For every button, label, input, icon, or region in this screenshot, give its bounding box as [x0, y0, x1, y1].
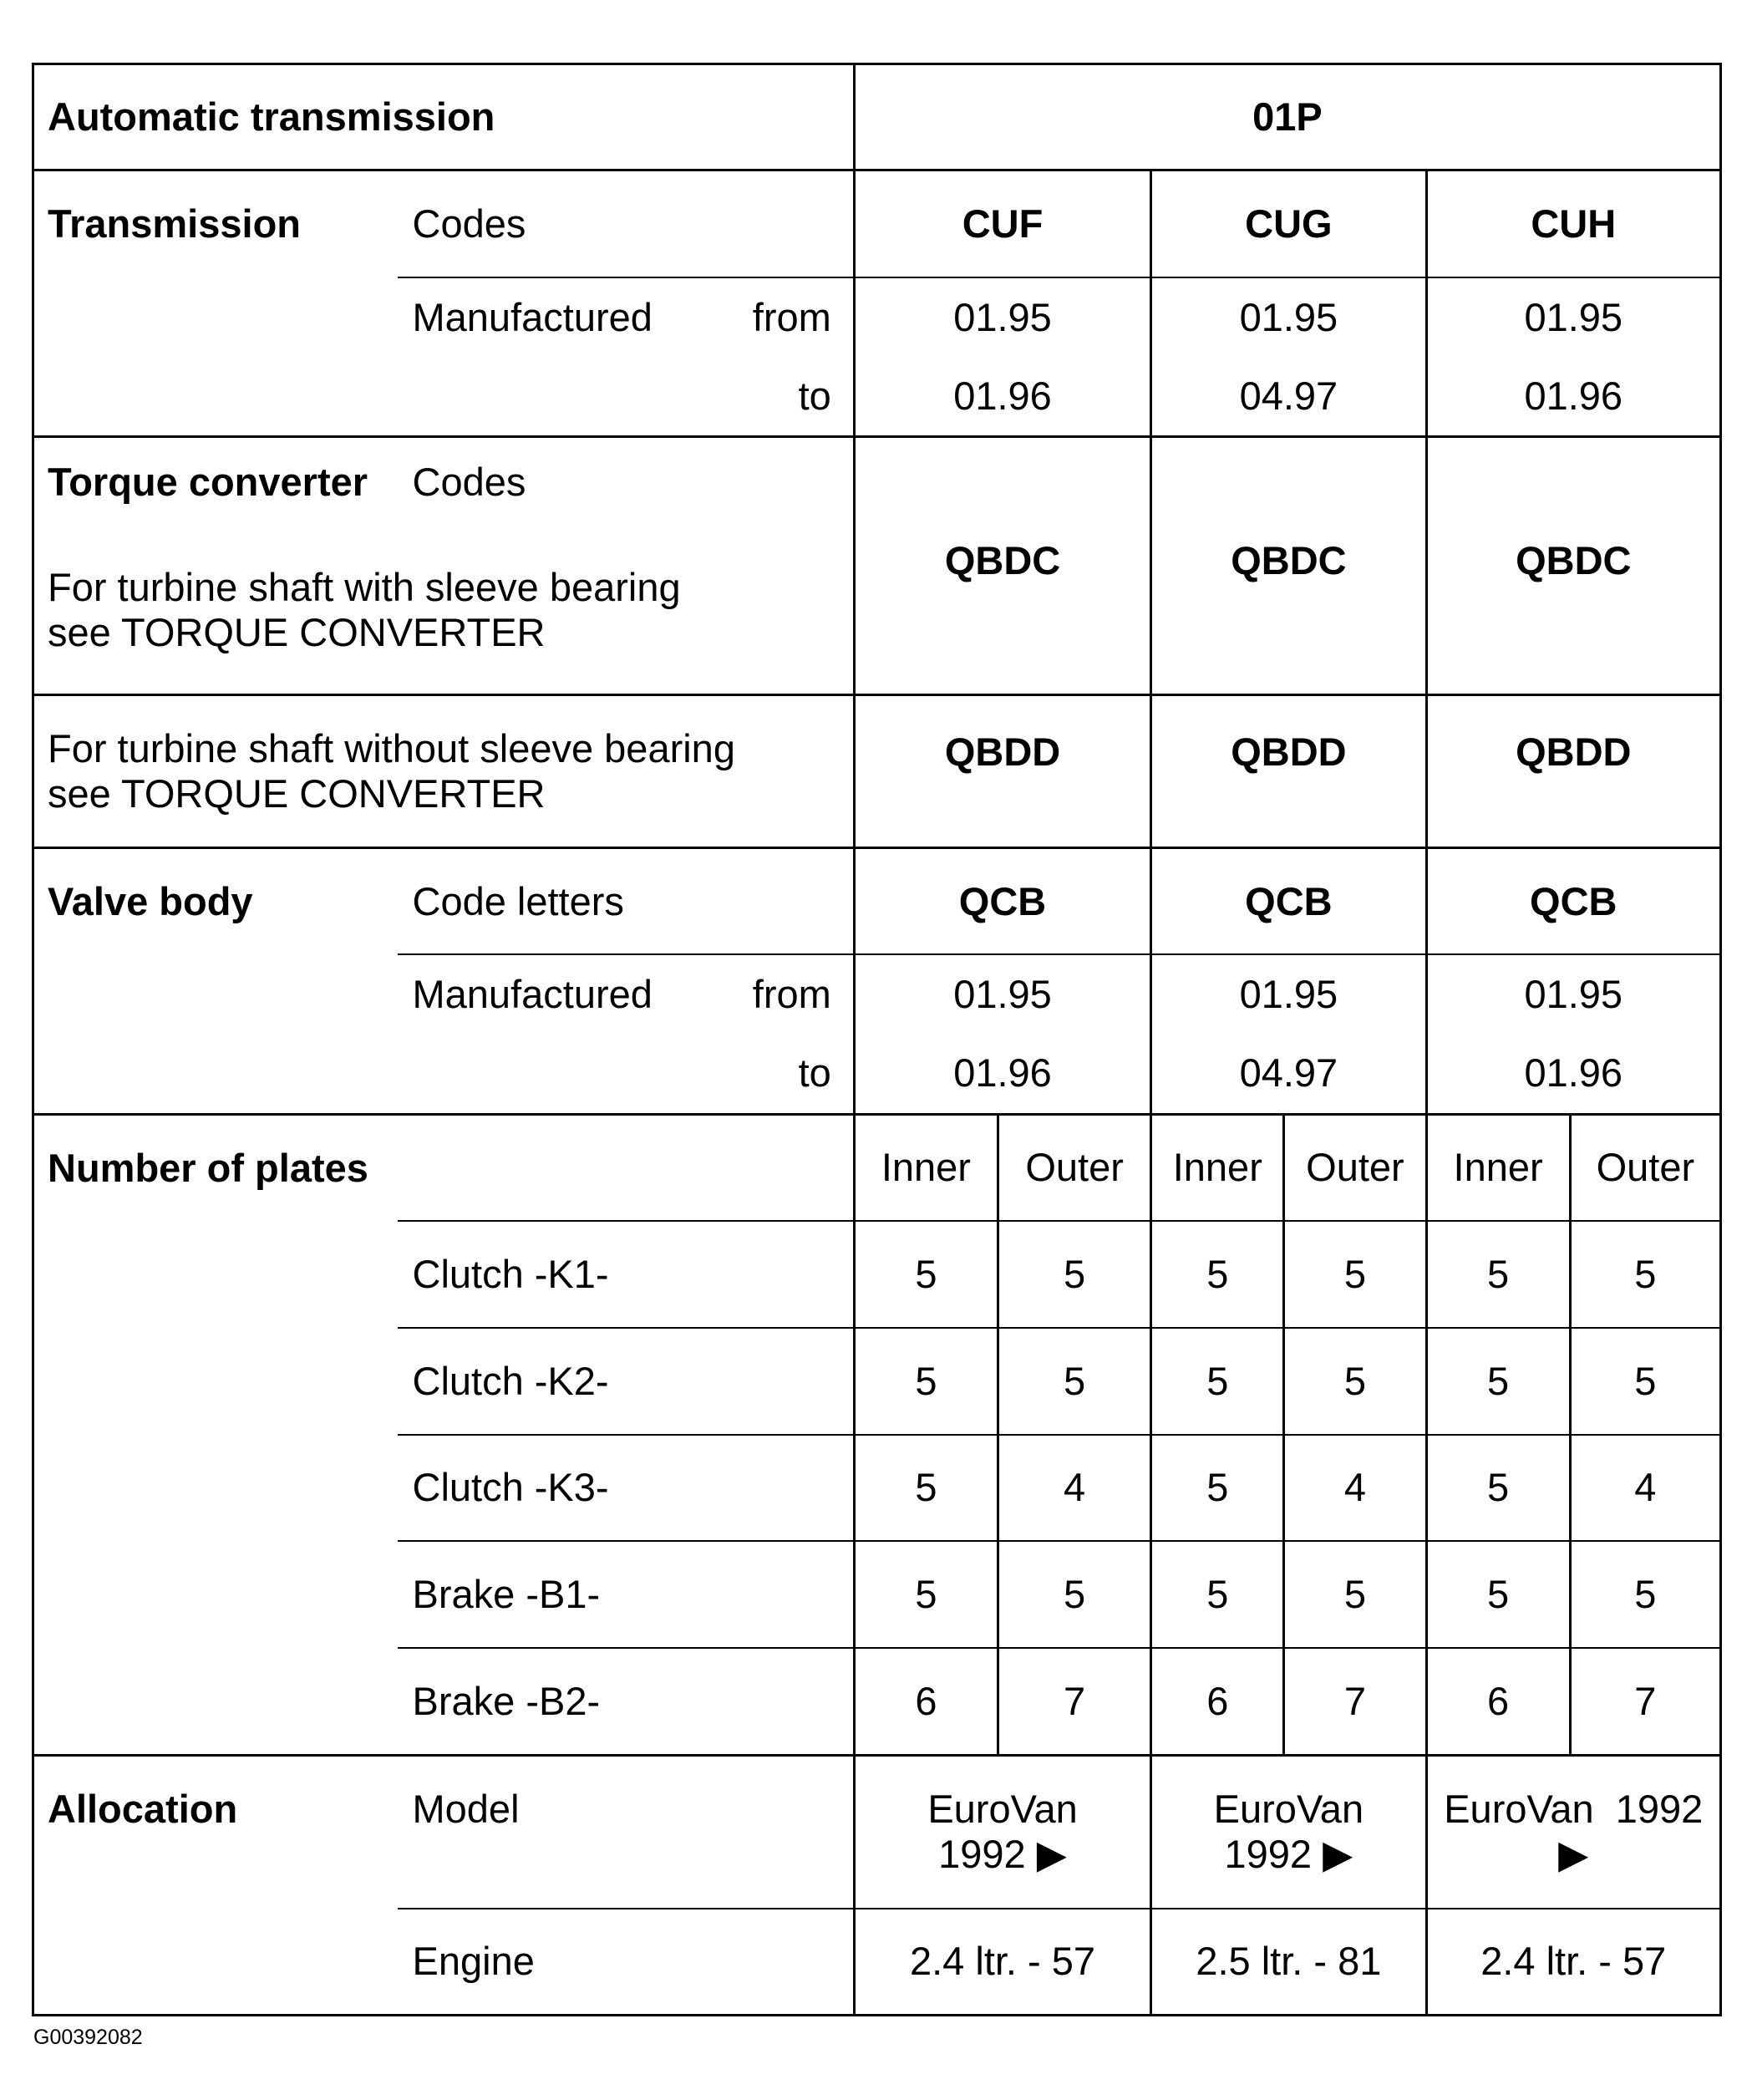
manufactured-from-label: Manufactured from: [412, 972, 831, 1017]
no-sleeve-bearing-row: [33, 694, 1721, 848]
to-date: 01.96: [854, 1034, 1150, 1114]
outer-header: Outer: [1284, 1114, 1426, 1221]
converter-code: QBDD: [854, 694, 1150, 848]
converter-code: QBDC: [1151, 526, 1426, 694]
plate-row-name: Brake -B2-: [412, 1678, 601, 1723]
transmission-from-row: [33, 277, 1721, 357]
model-line: 1992 ▶: [1224, 1831, 1353, 1876]
converter-code: QBDD: [1426, 694, 1720, 848]
valve-body-to-row: [33, 1034, 1721, 1114]
plate-count: 5: [1426, 1435, 1570, 1542]
plate-row-name: Clutch -K1-: [398, 1221, 855, 1328]
model-cell: [854, 1755, 1150, 1909]
plate-count: 5: [854, 1328, 998, 1435]
number-of-plates-label: Number of plates: [33, 1114, 398, 1221]
model-cell: [1426, 1755, 1720, 1909]
engine-value: 2.5 ltr. - 81: [1151, 1909, 1426, 2016]
manufactured-from-label: Manufactured from: [412, 295, 831, 340]
plate-count: 7: [1570, 1648, 1720, 1755]
plate-row-k2: [33, 1328, 1721, 1435]
header-row: [33, 64, 1721, 170]
plate-count: 7: [998, 1648, 1150, 1755]
valve-body-label: Valve body: [33, 848, 398, 955]
transmission-label: Transmission: [33, 170, 398, 277]
from-date: 01.95: [854, 954, 1150, 1034]
code-cuh: CUH: [1426, 170, 1720, 277]
torque-converter-label: Torque converter: [33, 437, 398, 526]
engine-value: 2.4 ltr. - 57: [1426, 1909, 1720, 2016]
code-cuf: CUF: [854, 170, 1150, 277]
plate-count: 5: [998, 1221, 1150, 1328]
engine-value: 2.4 ltr. - 57: [854, 1909, 1150, 2016]
from-date: 01.95: [1151, 277, 1426, 357]
plate-count: 5: [1426, 1221, 1570, 1328]
plate-count: 5: [1151, 1435, 1284, 1542]
to-date: 04.97: [1151, 357, 1426, 437]
plate-count: 4: [1284, 1435, 1426, 1542]
plate-count: 5: [854, 1221, 998, 1328]
valve-body-from-row: [33, 954, 1721, 1034]
plate-count: 6: [1426, 1648, 1570, 1755]
torque-converter-row: [33, 437, 1721, 526]
plate-row-k3: [33, 1435, 1721, 1542]
to-label: to: [798, 374, 831, 419]
model-line: 1992 ▶: [938, 1831, 1067, 1876]
valve-code: QCB: [854, 848, 1150, 955]
code-cug: CUG: [1151, 170, 1426, 277]
plate-count: 6: [854, 1648, 998, 1755]
allocation-label: Allocation: [33, 1755, 398, 1909]
plate-count: 5: [854, 1435, 998, 1542]
converter-code: QBDC: [854, 526, 1150, 694]
plate-count: 5: [1570, 1541, 1720, 1648]
from-date: 01.95: [1151, 954, 1426, 1034]
to-date: 01.96: [854, 357, 1150, 437]
plate-count: 5: [1284, 1328, 1426, 1435]
plate-count: 5: [1151, 1221, 1284, 1328]
valve-code: QCB: [1426, 848, 1720, 955]
valve-body-codes-row: [33, 848, 1721, 955]
plate-count: 5: [1151, 1328, 1284, 1435]
sleeve-bearing-note: For turbine shaft with sleeve bearing see TORQUE CONVERTER: [33, 526, 855, 694]
code-letters-label: Code letters: [398, 848, 855, 955]
model-line: EuroVan: [927, 1786, 1078, 1831]
spec-table: [32, 63, 1722, 2016]
transmission-to-row: [33, 357, 1721, 437]
plate-count: 5: [854, 1541, 998, 1648]
plate-count: 5: [1570, 1328, 1720, 1435]
to-date: 01.96: [1426, 357, 1720, 437]
sleeve-bearing-row: [33, 526, 1721, 694]
plate-count: 5: [1570, 1221, 1720, 1328]
to-date: 01.96: [1426, 1034, 1720, 1114]
plate-count: 4: [998, 1435, 1150, 1542]
inner-header: Inner: [1151, 1114, 1284, 1221]
codes-label: Codes: [398, 437, 855, 526]
to-label: to: [798, 1050, 831, 1096]
model-cell: [1151, 1755, 1426, 1909]
model-line: ▶: [1558, 1831, 1589, 1876]
plate-row-k1: [33, 1221, 1721, 1328]
outer-header: Outer: [1570, 1114, 1720, 1221]
plate-row-name: Clutch -K3-: [398, 1435, 855, 1542]
plate-count: 5: [998, 1328, 1150, 1435]
plate-count: 5: [1284, 1541, 1426, 1648]
model-label: Model: [398, 1755, 855, 1909]
header-title: Automatic transmission: [33, 64, 855, 170]
plate-count: 5: [1284, 1221, 1426, 1328]
plate-count: 6: [1151, 1648, 1284, 1755]
engine-label: Engine: [398, 1909, 855, 2016]
plate-count: 4: [1570, 1435, 1720, 1542]
codes-label: Codes: [398, 170, 855, 277]
converter-code: QBDD: [1151, 694, 1426, 848]
plate-count: 5: [1426, 1541, 1570, 1648]
plate-row-name: Brake -B1-: [398, 1541, 855, 1648]
converter-code: QBDC: [1426, 526, 1720, 694]
allocation-engine-row: [33, 1909, 1721, 2016]
outer-header: Outer: [998, 1114, 1150, 1221]
plates-header-row: [33, 1114, 1721, 1221]
inner-header: Inner: [1426, 1114, 1570, 1221]
model-line: EuroVan: [1213, 1786, 1364, 1831]
valve-code: QCB: [1151, 848, 1426, 955]
from-date: 01.95: [854, 277, 1150, 357]
transmission-code: 01P: [854, 64, 1720, 170]
plate-row-name: Clutch -K2-: [398, 1328, 855, 1435]
plate-row-b1: [33, 1541, 1721, 1648]
figure-id: G00392082: [33, 2026, 143, 2049]
allocation-model-row: [33, 1755, 1721, 1909]
inner-header: Inner: [854, 1114, 998, 1221]
no-sleeve-bearing-note: For turbine shaft without sleeve bearing see TORQUE CONVERTER: [33, 694, 855, 848]
transmission-codes-row: [33, 170, 1721, 277]
from-date: 01.95: [1426, 277, 1720, 357]
plate-count: 5: [1151, 1541, 1284, 1648]
to-date: 04.97: [1151, 1034, 1426, 1114]
plate-count: 5: [998, 1541, 1150, 1648]
plate-count: 7: [1284, 1648, 1426, 1755]
from-date: 01.95: [1426, 954, 1720, 1034]
model-line: EuroVan 1992: [1444, 1786, 1704, 1831]
plate-row-b2: [33, 1648, 1721, 1755]
plate-count: 5: [1426, 1328, 1570, 1435]
